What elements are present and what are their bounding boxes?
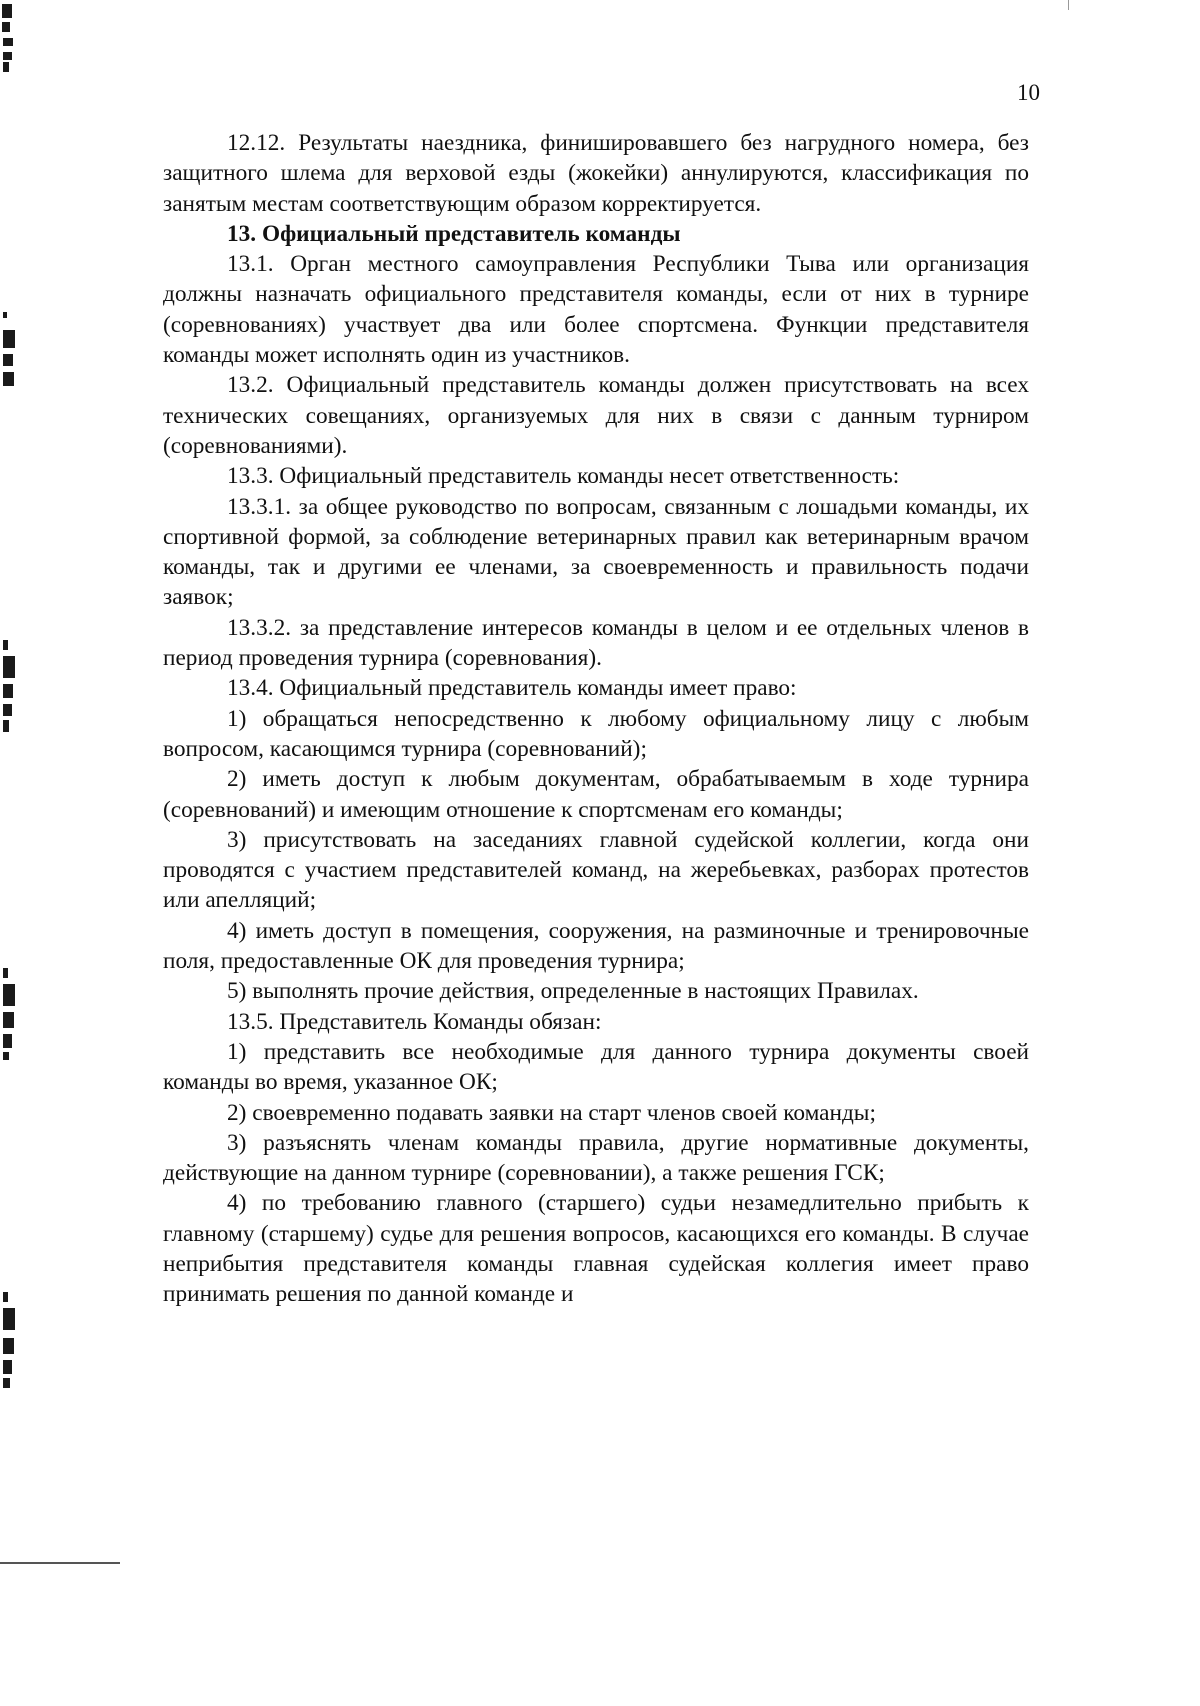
- paragraph: 5) выполнять прочие действия, определенные в настоящих Правилах.: [227, 978, 919, 1005]
- paragraph: 3) присутствовать на заседаниях главной судейской коллегии, когда они проводятся с участием представителей команд, на жеребьевках, разборах протестов или апелляций;: [163, 826, 1029, 914]
- scan-top-mark: [1068, 0, 1069, 10]
- paragraph: 4) по требованию главного (старшего) судьи незамедлительно прибыть к главному (старшему) судье для решения вопросов, касающихся его команды. В случае неприбытия представителя команды главная судейская коллегия имеет право принимать решения по данной команде и: [163, 1190, 1029, 1308]
- paragraph: 1) обращаться непосредственно к любому официальному лицу с любым вопросом, касающимся турнира (соревнований);: [163, 705, 1029, 762]
- paragraph: 2) своевременно подавать заявки на старт членов своей команды;: [227, 1099, 876, 1126]
- paragraph: 2) иметь доступ к любым документам, обрабатываемым в ходе турнира (соревнований) и имеющим отношение к спортсменам его команды;: [163, 766, 1029, 823]
- page-number: 10: [1017, 80, 1040, 105]
- paragraph: 13.4. Официальный представитель команды имеет право:: [227, 675, 797, 702]
- paragraph: 13.3.1. за общее руководство по вопросам, связанным с лошадьми команды, их спортивной формой, за соблюдение ветеринарных правил как ветеринарным врачом команды, так и другими ее членами, за своевременность и правильность подачи заявок;: [163, 493, 1029, 611]
- paragraph: 13.1. Орган местного самоуправления Республики Тыва или организация должны назначать официального представителя команды, если от них в турнире (соревнованиях) участвует два или более спортсмена. Функции представителя команды может исполнять один из участников.: [163, 251, 1029, 369]
- paragraph: 4) иметь доступ в помещения, сооружения, на разминочные и тренировочные поля, предоставленные ОК для проведения турнира;: [163, 917, 1029, 975]
- document-body: [163, 128, 1029, 1310]
- paragraph: 1) представить все необходимые для данного турнира документы своей команды во время, указанное ОК;: [163, 1038, 1029, 1096]
- paragraph: 13.3. Официальный представитель команды несет ответственность:: [227, 463, 900, 490]
- paragraph: 13.2. Официальный представитель команды должен присутствовать на всех технических совещаниях, организуемых для них в связи с данным турниром (соревнованиями).: [163, 372, 1029, 459]
- paragraph-12-12: 12.12. Результаты наездника, финишировавшего без нагрудного номера, без защитного шлема для верховой езды (жокейки) аннулируются, классификация по занятым местам соответствующим образом корректируется.: [163, 130, 1029, 217]
- paragraph: 13.5. Представитель Команды обязан:: [227, 1008, 602, 1035]
- section-heading: 13. Официальный представитель команды: [227, 220, 681, 247]
- paragraph: 3) разъяснять членам команды правила, другие нормативные документы, действующие на данном турнире (соревновании), а также решения ГСК;: [163, 1129, 1029, 1187]
- paragraph: 13.3.2. за представление интересов команды в целом и ее отдельных членов в период проведения турнира (соревнования).: [163, 614, 1029, 672]
- scan-bottom-edge: [0, 1562, 120, 1564]
- scan-edge-marks: [0, 0, 40, 1568]
